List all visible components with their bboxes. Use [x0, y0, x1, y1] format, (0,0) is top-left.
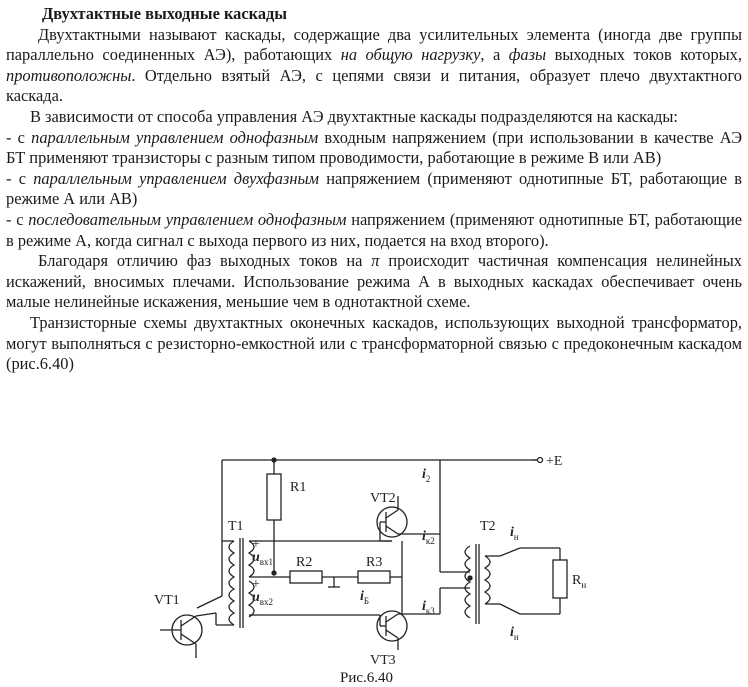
text-run: . Отдельно взятый АЭ, с цепями связи и питания, образует плечо двухтактного каскада. — [6, 65, 742, 106]
transformer-t2 — [465, 544, 567, 624]
t1-label: T1 — [228, 519, 244, 534]
ik2-main: i — [422, 529, 426, 544]
u1-main: u — [252, 550, 260, 565]
u1-plus: + — [252, 537, 260, 552]
list-item — [6, 210, 742, 251]
r1-label: R1 — [290, 480, 307, 495]
u2-sub: вх2 — [259, 597, 274, 607]
emphasis: фазы — [508, 45, 547, 65]
rn-label — [572, 573, 586, 590]
section-heading: Двухтактные выходные каскады — [42, 4, 288, 23]
transistor-vt1 — [160, 613, 216, 658]
in-bottom-sub: н — [513, 632, 519, 642]
text-run: входным напряжением (при использовании в качестве АЭ БТ применяют транзисторы с разным типом проводимости, работающие в режиме В или АВ) — [6, 127, 743, 168]
vt3-label: VT3 — [370, 653, 396, 668]
ik3-sub: к3 — [425, 606, 435, 616]
text-run: происходит частичная компенсация нелинейных искажений, вносимых плечами. Использование режима А в выходных каскадах обеспечивает очень малые нелинейные искажения, меньшие чем в однотактной схеме. — [6, 251, 742, 312]
text-run: напряжением (применяют однотипные БТ, работающие в режиме А, когда сигнал с выхода первого из них, подается на вход второго). — [6, 209, 742, 250]
u1-label — [252, 550, 273, 567]
i2-label — [422, 467, 430, 484]
list-item — [6, 128, 742, 169]
ib-sub: Б — [363, 596, 370, 606]
emphasis: параллельным управлением двухфазным — [33, 168, 320, 188]
figure-caption: Рис.6.40 — [340, 670, 394, 686]
ik3-main: i — [422, 599, 426, 614]
paragraph-compensation — [6, 251, 742, 313]
vt1-label: VT1 — [154, 593, 180, 608]
ik2-sub: к2 — [425, 536, 435, 546]
list-item — [6, 169, 742, 210]
emphasis: параллельным управлением однофазным — [31, 127, 319, 147]
document-text — [6, 4, 742, 375]
u2-label — [252, 590, 273, 607]
rn-main: R — [572, 573, 582, 588]
text-run: - с — [6, 209, 29, 229]
i2-sub: 2 — [425, 474, 431, 484]
in-top-sub: н — [513, 532, 519, 542]
in-bottom-label — [510, 625, 519, 642]
ib-label — [360, 589, 369, 606]
u2-main: u — [252, 590, 260, 605]
text-run: - с — [6, 127, 32, 147]
text-run: выходных токов которых, — [546, 45, 742, 65]
ib-main: i — [360, 589, 364, 604]
emphasis: на общую нагрузку — [340, 45, 481, 65]
t2-label: T2 — [480, 519, 496, 534]
supply-label: +E — [546, 454, 563, 469]
vt2-label: VT2 — [370, 491, 396, 506]
r2-label: R2 — [296, 555, 313, 570]
paragraph-definition — [6, 25, 742, 107]
paragraph-classification: В зависимости от способа управления АЭ двухтактные каскады подразделяются на каскады: — [30, 106, 678, 126]
emphasis: противоположны — [6, 65, 132, 85]
emphasis: последовательным управлением однофазным — [28, 209, 347, 229]
paragraph-transformer: Транзисторные схемы двухтактных оконечных каскадов, использующих выходной трансформатор, могут выполняться с резисторно-емкостной или с трансформаторной связью с предоконечным каскадом (рис.6.40) — [6, 312, 742, 374]
u2-plus: + — [252, 577, 260, 592]
ik3-label — [422, 599, 435, 616]
resistor-r2 — [274, 571, 358, 587]
in-top-label — [510, 525, 519, 542]
u1-sub: вх1 — [259, 557, 274, 567]
resistor-r1 — [267, 458, 281, 573]
text-run: Двухтактными называют каскады, содержащие два усилительных элемента (иногда две группы параллельно соединенных АЭ), работающих — [6, 24, 742, 65]
i2-main: i — [422, 467, 426, 482]
circuit-diagram — [0, 448, 748, 686]
in-bottom-main: i — [510, 625, 514, 640]
text-run: Благодаря отличию фаз выходных токов на — [38, 251, 372, 271]
text-run: , а — [480, 45, 509, 65]
emphasis: π — [371, 251, 380, 271]
r3-label: R3 — [366, 555, 383, 570]
ik2-label — [422, 529, 435, 546]
rn-sub: н — [581, 580, 587, 590]
text-run: напряжением (применяют однотипные БТ, работающие в режиме А или АВ) — [6, 168, 742, 209]
transistor-vt3 — [377, 611, 420, 650]
text-run: - с — [6, 168, 34, 188]
in-top-main: i — [510, 525, 514, 540]
